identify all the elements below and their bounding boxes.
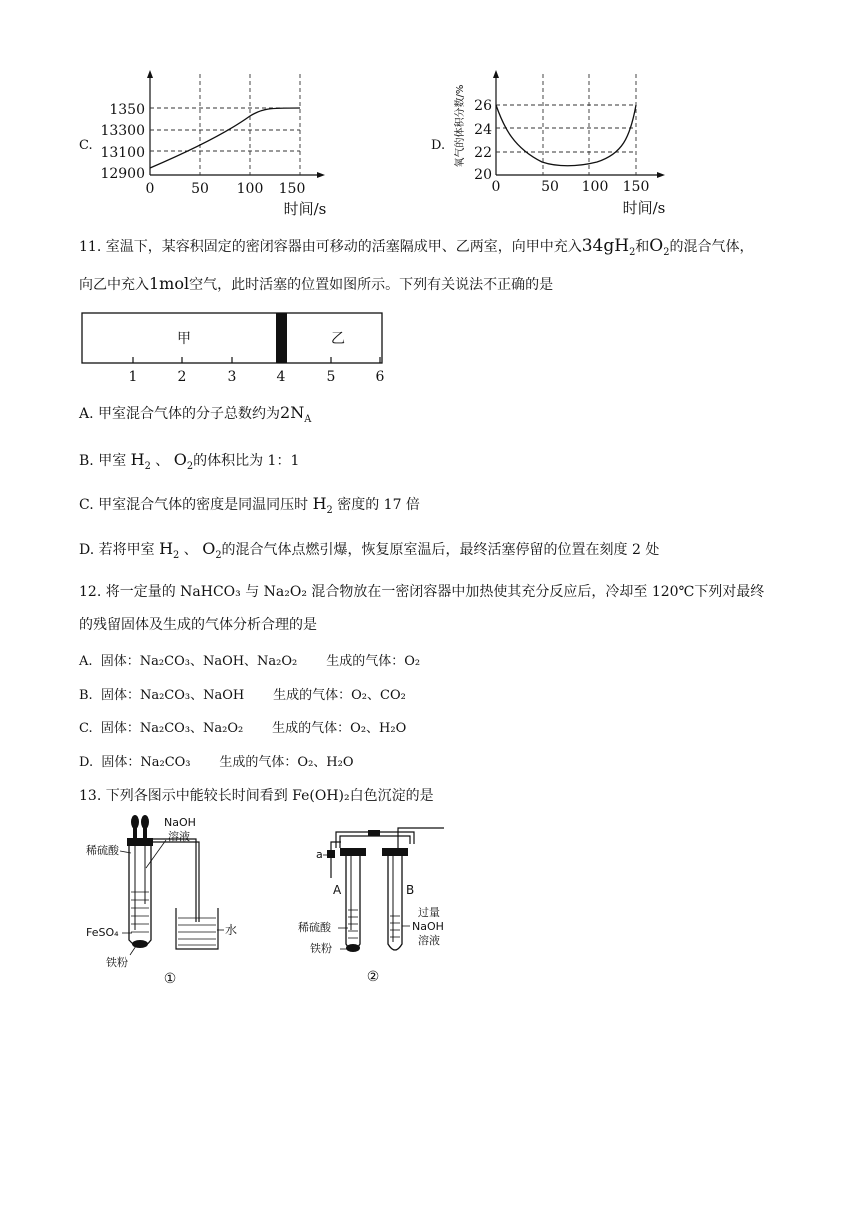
scale-tick: 3 <box>227 369 237 385</box>
label-acid-2: 稀硫酸 <box>298 921 331 934</box>
chart-c-xtick: 100 <box>236 181 264 197</box>
q12-option-c: C. 固体：Na₂CO₃、Na₂O₂ 生成的气体：O₂、H₂O <box>79 721 407 736</box>
chart-d-ytick: 24 <box>474 122 492 138</box>
clamp-a <box>327 850 335 858</box>
q11-option-b: B. 甲室 $H_2$ 、 $O_2$的体积比为 1：1 <box>79 450 300 472</box>
piston-diagram <box>80 310 400 388</box>
chart-d-ytick: 22 <box>474 145 492 161</box>
chart-c-ytick: 13300 <box>100 123 145 139</box>
chart-d <box>452 68 682 220</box>
chart-d-xtick: 0 <box>491 179 501 195</box>
q11-option-a: A. 甲室混合气体的分子总数约为$2N_A$ <box>79 403 312 425</box>
label-feso4: FeSO₄ <box>86 926 119 939</box>
piston <box>276 313 287 363</box>
label-a: a <box>316 848 323 861</box>
q12-option-b: B. 固体：Na₂CO₃、NaOH 生成的气体：O₂、CO₂ <box>79 688 406 703</box>
label-iron-2: 铁粉 <box>310 942 332 955</box>
option-c-label: C. <box>79 138 93 153</box>
scale-tick: 4 <box>276 369 286 385</box>
chamber-yi-label: 乙 <box>331 331 345 347</box>
label-naoh: NaOH <box>164 816 196 829</box>
beaker <box>176 908 218 949</box>
figure-1-label: ① <box>163 971 177 987</box>
chart-d-y-arrow <box>493 70 499 78</box>
chart-c-ytick: 1350 <box>109 102 145 118</box>
chart-d-xlabel: 时间/s <box>622 199 666 217</box>
label-solution: 溶液 <box>168 830 190 843</box>
q11-stem-line1: 11. 室温下，某容积固定的密闭容器由可移动的活塞隔成甲、乙两室，向甲中充入$34gH_2$和$O_2$的混合气体， <box>79 236 754 258</box>
scale-tick: 6 <box>375 369 385 385</box>
chart-c-xtick: 0 <box>145 181 155 197</box>
option-d-label: D. <box>431 138 446 153</box>
chart-d-xtick: 50 <box>541 179 559 195</box>
q12-stem-line2: 的残留固体及生成的气体分析合理的是 <box>79 617 317 633</box>
figure-2-label: ② <box>366 969 380 985</box>
chart-c <box>95 68 345 220</box>
chart-d-curve <box>496 105 636 166</box>
label-A: A <box>333 883 342 897</box>
chart-d-xtick: 100 <box>581 179 609 195</box>
q11-stem-line2: 向乙中充入1mol空气，此时活塞的位置如图所示。下列有关说法不正确的是 <box>79 274 554 293</box>
chart-c-ytick: 13100 <box>100 145 145 161</box>
scale-tick: 5 <box>326 369 336 385</box>
scale-tick: 1 <box>128 369 138 385</box>
q12-stem-line1: 12. 将一定量的 NaHCO₃ 与 Na₂O₂ 混合物放在一密闭容器中加热使其充分反应后，冷却至 120℃下列对最终 <box>79 584 765 600</box>
chart-d-ytick: 20 <box>474 167 492 183</box>
chart-c-xtick: 150 <box>278 181 306 197</box>
test-tube-B <box>388 856 402 950</box>
label-iron: 铁粉 <box>106 956 128 969</box>
chart-d-xtick: 150 <box>622 179 650 195</box>
label-excess: 过量 <box>418 906 440 919</box>
chart-d-ytick: 26 <box>474 98 492 114</box>
chart-c-xtick: 50 <box>191 181 209 197</box>
apparatus-2 <box>296 820 471 990</box>
chart-c-y-arrow <box>147 70 153 78</box>
chart-c-x-arrow <box>317 172 325 178</box>
q12-option-d: D. 固体：Na₂CO₃ 生成的气体：O₂、H₂O <box>79 755 354 770</box>
apparatus-1 <box>84 812 254 987</box>
test-tube-A <box>346 856 360 950</box>
q12-option-a: A. 固体：Na₂CO₃、NaOH、Na₂O₂ 生成的气体：O₂ <box>79 654 421 669</box>
label-solution-2: 溶液 <box>418 934 440 947</box>
q13-stem: 13. 下列各图示中能较长时间看到 Fe(OH)₂白色沉淀的是 <box>79 788 434 804</box>
label-naoh-2: NaOH <box>412 920 444 933</box>
iron-powder-1 <box>132 940 148 948</box>
chamber-jia-label: 甲 <box>177 331 191 347</box>
iron-powder-2 <box>346 944 360 952</box>
q11-option-c: C. 甲室混合气体的密度是同温同压时 $H_2$ 密度的 17 倍 <box>79 494 420 516</box>
chart-d-ylabel: 氧气的体积分数/% <box>455 84 466 168</box>
chart-c-xlabel: 时间/s <box>283 200 327 218</box>
label-acid: 稀硫酸 <box>86 844 119 857</box>
chart-d-x-arrow <box>657 172 665 178</box>
scale-tick: 2 <box>177 369 187 385</box>
label-B: B <box>406 883 415 897</box>
chart-c-ytick: 12900 <box>100 166 145 182</box>
chart-c-curve <box>150 108 300 168</box>
q11-option-d: D. 若将甲室 $H_2$ 、 $O_2$的混合气体点燃引爆，恢复原室温后，最终活塞停留的位置在刻度 2 处 <box>79 539 660 561</box>
label-water: 水 <box>225 923 238 937</box>
